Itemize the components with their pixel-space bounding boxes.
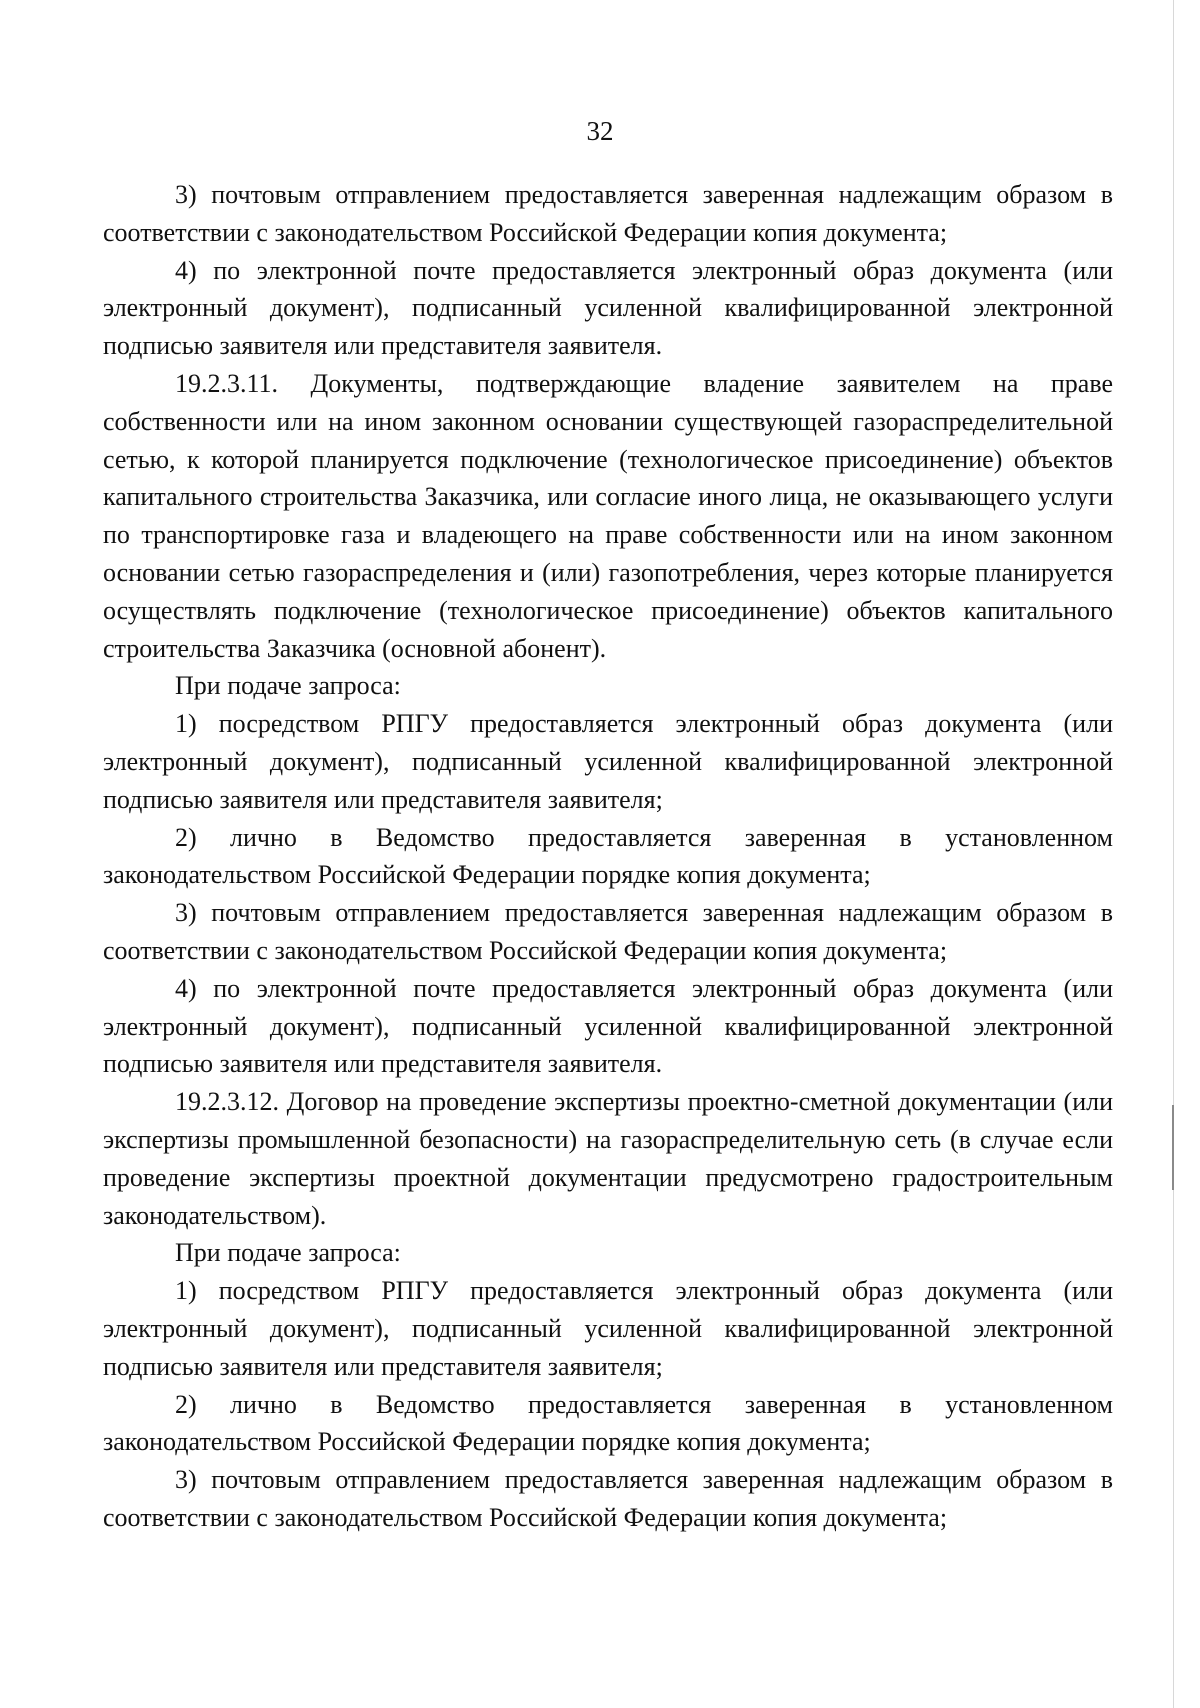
document-body [103,176,1113,1537]
paragraph-9: 19.2.3.12. Договор на проведение экспертизы проектно-сметной документации (или экспертизы промышленной безопасности) на газораспределительную сеть (в случае если проведение экспертизы проектной документации предусмотрено градостроительным законодательством). [103,1087,1113,1230]
scan-edge-line [1173,0,1174,1708]
paragraph-10: При подаче запроса: [175,1238,401,1268]
paragraph-8: 4) по электронной почте предоставляется электронный образ документа (или электронный документ), подписанный усиленной квалифицированной электронной подписью заявителя или представителя заявителя. [103,973,1113,1079]
paragraph-12: 2) лично в Ведомство предоставляется заверенная в установленном законодательством Российской Федерации порядке копия документа; [103,1389,1113,1457]
paragraph-7: 3) почтовым отправлением предоставляется заверенная надлежащим образом в соответствии с законодательством Российской Федерации копия документа; [103,898,1113,965]
paragraph-3: 19.2.3.11. Документы, подтверждающие владение заявителем на праве собственности или на ином законном основании существующей газораспределительной сетью, к которой планируется подключение (технологическое присоединение) объектов капитального строительства Заказчика, или согласие иного лица, не оказывающего услуги по транспортировке газа и владеющего на праве собственности или на ином законном основании сетью газораспределения и (или) газопотребления, через которые планируется осуществлять подключение (технологическое присоединение) объектов капитального строительства Заказчика (основной абонент). [103,368,1113,663]
paragraph-11: 1) посредством РПГУ предоставляется электронный образ документа (или электронный документ), подписанный усиленной квалифицированной электронной подписью заявителя или представителя заявителя; [103,1276,1113,1381]
paragraph-5: 1) посредством РПГУ предоставляется электронный образ документа (или электронный документ), подписанный усиленной квалифицированной электронной подписью заявителя или представителя заявителя; [103,709,1113,814]
paragraph-4: При подаче запроса: [175,671,401,701]
paragraph-1: 3) почтовым отправлением предоставляется заверенная надлежащим образом в соответствии с законодательством Российской Федерации копия документа; [103,180,1113,247]
page-number: 32 [586,116,614,146]
scan-edge-mark [1172,1105,1174,1190]
paragraph-13: 3) почтовым отправлением предоставляется заверенная надлежащим образом в соответствии с законодательством Российской Федерации копия документа; [103,1465,1113,1532]
paragraph-6: 2) лично в Ведомство предоставляется заверенная в установленном законодательством Российской Федерации порядке копия документа; [103,822,1113,890]
paragraph-2: 4) по электронной почте предоставляется электронный образ документа (или электронный документ), подписанный усиленной квалифицированной электронной подписью заявителя или представителя заявителя. [103,255,1113,361]
